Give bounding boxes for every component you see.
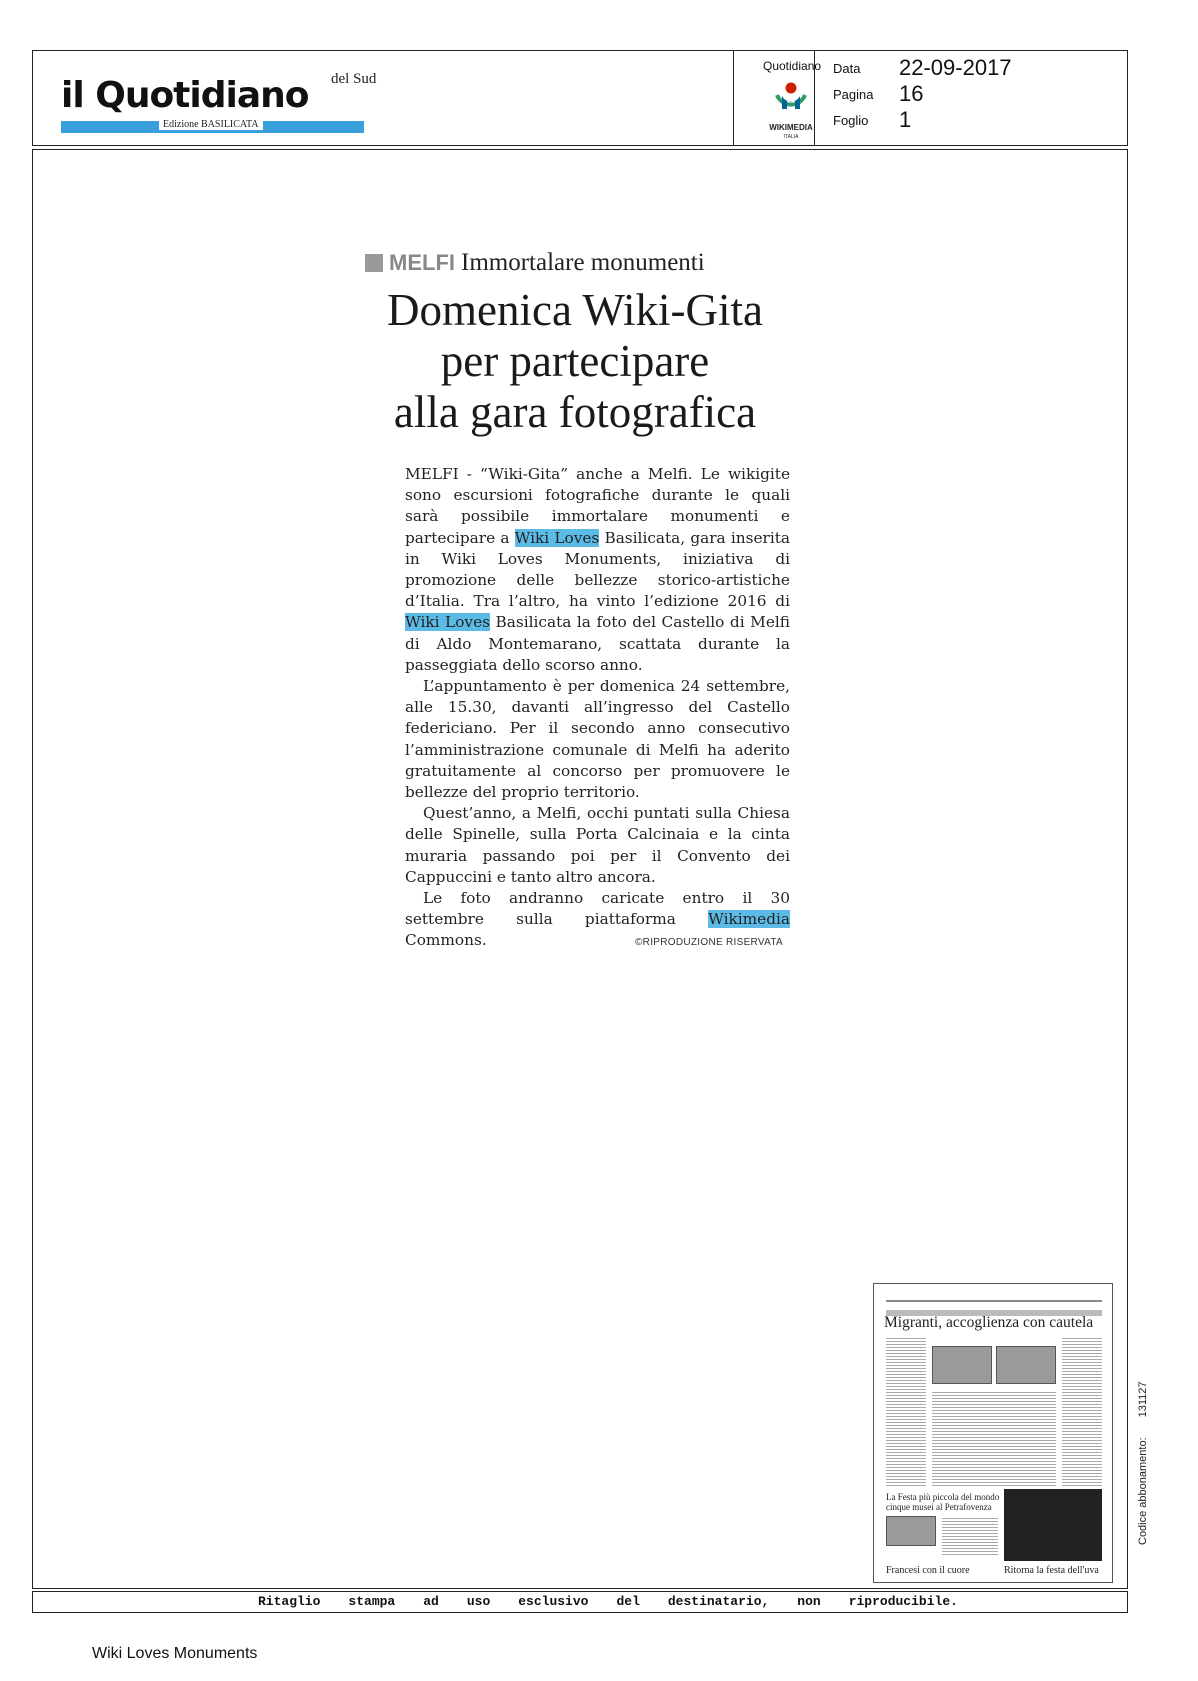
kicker-location: MELFI [389,250,455,275]
thumbnail-dark-box [1004,1489,1102,1561]
thumbnail-mini-headline: La Festa più piccola del mondo [886,1492,1000,1502]
kicker-square-icon [365,254,383,272]
paragraph-text: Basilicata la foto del Castello di Melfi di Aldo Montemarano, scattata durante la passeggiata dello scorso anno. [405,613,790,674]
clipping-footer [32,1591,1128,1613]
thumbnail-mini-headline: Francesi con il cuore [886,1565,970,1576]
article-paragraph [405,676,790,803]
notice-word: ad [423,1594,439,1609]
clipping-header [32,50,1128,146]
sheet-value: 1 [899,107,912,132]
footer-notice [258,1594,958,1609]
thumbnail-photo [886,1516,936,1546]
notice-word: riproducibile. [848,1594,958,1609]
logo-sub-text: del Sud [331,71,377,87]
headline-line: per partecipare [440,336,710,386]
notice-word: esclusivo [518,1594,589,1609]
paragraph-text: Le foto andranno caricate entro il 30 settembre sulla piattaforma [405,889,790,929]
page-thumbnail [873,1283,1113,1583]
article-kicker [365,249,705,277]
page-label: Pagina [833,87,874,102]
logo-edition: Edizione BASILICATA [159,119,263,130]
newspaper-logo [61,71,396,139]
thumbnail-text-column [932,1390,1056,1486]
notice-word: del [616,1594,640,1609]
headline-line: alla gara fotografica [393,387,757,437]
thumbnail-mini-headline: cinque musei al Petrafovenza [886,1502,992,1512]
paragraph-text: Commons. [405,931,487,950]
notice-word: non [797,1594,821,1609]
thumbnail-photo [932,1346,992,1384]
highlighted-term: Wiki Loves [514,528,600,547]
wikimedia-label: WIKIMEDIA [769,123,813,132]
notice-word: destinatario, [667,1594,770,1609]
date-value: 22-09-2017 [899,55,1012,80]
header-divider [733,51,734,145]
kicker-text: Immortalare monumenti [461,249,705,276]
document-caption: Wiki Loves Monuments [92,1645,258,1662]
thumbnail-mini-headline: Ritorna la festa dell'uva [1004,1565,1099,1576]
subscription-code [1137,1381,1149,1545]
reproduction-note: ©RIPRODUZIONE RISERVATA [635,937,783,948]
logo-main-text: il Quotidiano [61,75,309,116]
thumbnail-header-rule [886,1300,1102,1302]
subscription-code-label: Codice abbonamento: [1137,1437,1149,1545]
date-label: Data [833,61,861,76]
page-value: 16 [899,81,924,106]
thumbnail-text-column [942,1516,998,1556]
wikimedia-sub-label: ITALIA [783,134,799,140]
subscription-code-value: 131127 [1137,1381,1149,1418]
article-headline [340,285,810,438]
thumbnail-text-column [1062,1336,1102,1486]
paragraph-text: Quest’anno, a Melfi, occhi puntati sulla Chiesa delle Spinelle, sulla Porta Calcinaia e la cinta muraria passando poi per il Convento dei Cappuccini e tanto altro ancora. [405,804,790,886]
highlighted-term: Wiki Loves [405,613,490,632]
notice-word: Ritaglio [258,1594,321,1609]
highlighted-term: Wikimedia [708,910,790,929]
source-label: Quotidiano [763,59,822,73]
article-body [405,464,790,952]
paragraph-text: L’appuntamento è per domenica 24 settembre, alle 15.30, davanti all’ingresso del Castello federiciano. Per il secondo anno consecutivo l’amministrazione comunale di Melfi ha aderito gratuitamente al concorso per promuovere le bellezze del proprio territorio. [405,677,790,802]
sheet-label: Foglio [833,113,869,128]
thumbnail-text-column [886,1336,926,1486]
wikimedia-logo-icon [771,79,811,119]
paragraph-text: MELFI - “Wiki-Gita” anche a Melfi. Le wikigite sono escursioni fotografiche durante le quali sarà possibile immortalare monumenti e partecipare a [405,465,790,547]
thumbnail-photo [996,1346,1056,1384]
notice-word: stampa [348,1594,396,1609]
article-paragraph [405,464,790,676]
headline-line: Domenica Wiki-Gita [387,285,763,335]
paragraph-text: Basilicata, gara inserita in Wiki Loves Monuments, iniziativa di promozione delle bellezze storico-artistiche d’Italia. Tra l’altro, ha vinto l’edizione 2016 di [405,528,790,611]
notice-word: uso [466,1594,491,1609]
thumbnail-title: Migranti, accoglienza con cautela [884,1314,1094,1331]
article-paragraph [405,803,790,888]
